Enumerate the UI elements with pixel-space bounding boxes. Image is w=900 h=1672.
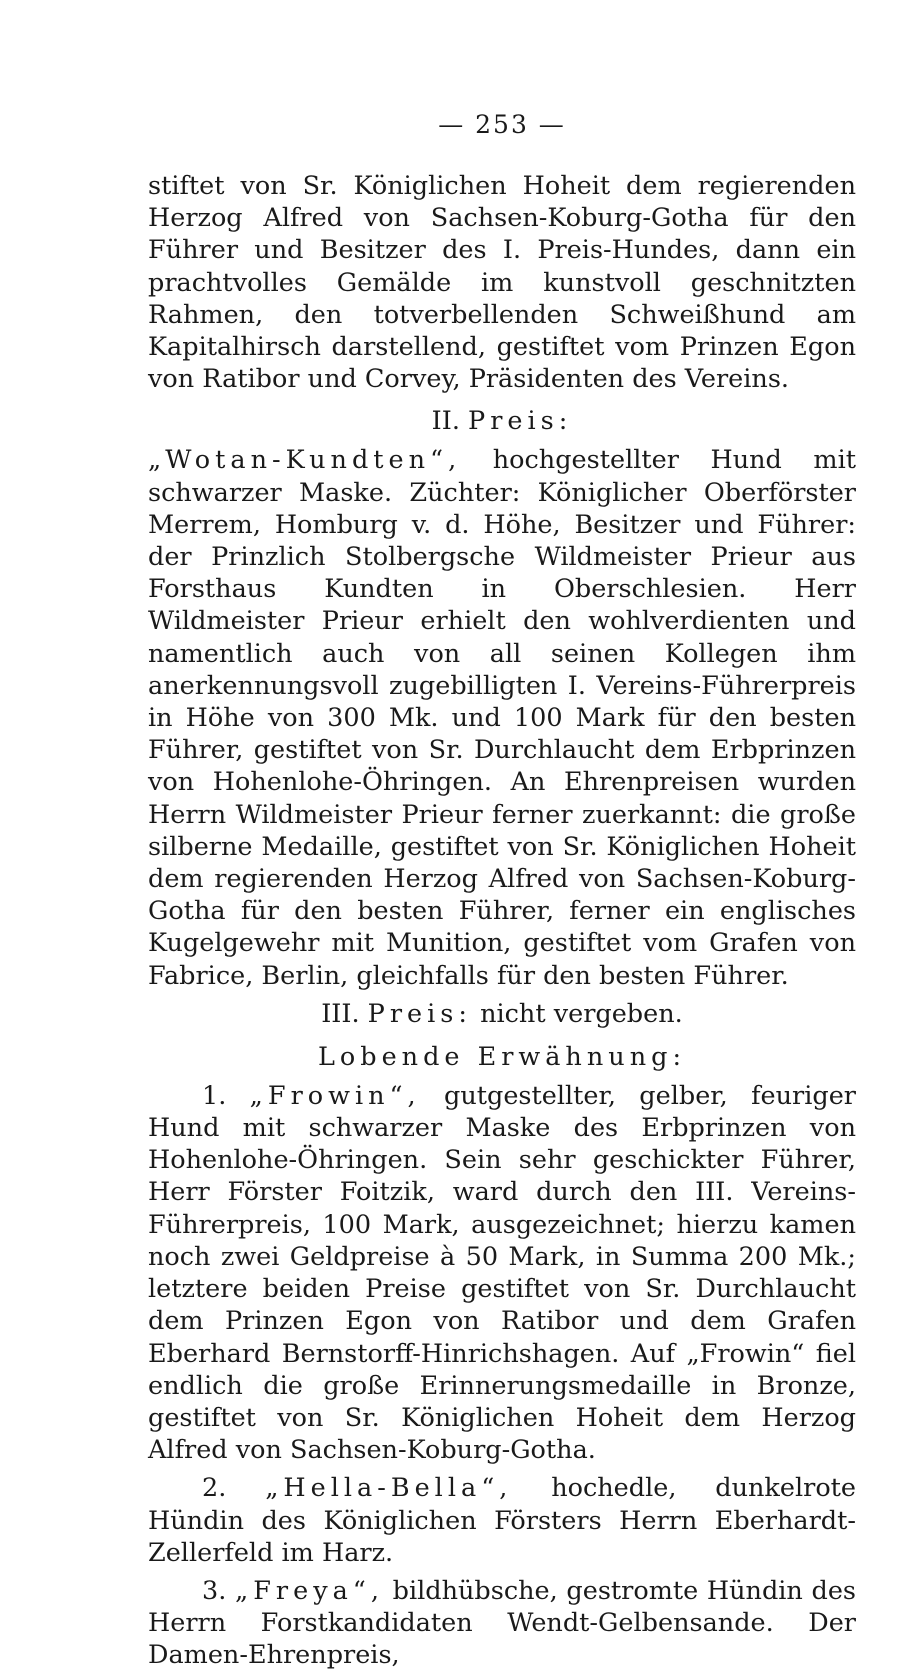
list-item-hella-bella [148,1472,856,1569]
heading-roman: III. [321,998,360,1029]
dog-name: „Freya“, [235,1575,384,1606]
paragraph-wotan-kundten [148,444,856,991]
heading-rest: nicht vergeben. [480,998,683,1029]
list-item-freya [148,1575,856,1672]
dog-name: „Hella-Bella“, [265,1473,513,1504]
heading-label: Preis: [367,998,472,1029]
dog-name: „Wotan-Kundten“, [148,445,462,476]
paragraph-text: stiftet von Sr. Königlichen Hoheit dem regierenden Herzog Alfred von Sachsen-Koburg-Gotha für den Führer und Besitzer des I. Preis-Hundes, dann ein prachtvolles Gemälde im kunstvoll geschnitzten Rahmen, den totverbellenden Schweißhund am Kapitalhirsch darstellend, gestiftet vom Prinzen Egon von Ratibor und Corvey, Präsidenten des Vereins. [148,171,856,395]
paragraph-text: bildhübsche, gestromte Hündin des Herrn Forstkandidaten Wendt-Gelbensande. Der Damen-Ehrenpreis, [148,1575,857,1671]
dog-name: „Frowin“, [249,1080,421,1111]
list-item-frowin [148,1080,856,1466]
heading-roman: II. [431,406,460,437]
item-number: 1. [202,1080,227,1111]
item-number: 3. [202,1575,227,1606]
heading-honorable-mention [148,1041,856,1074]
heading-label: Preis: [468,406,573,437]
page-body [148,170,856,1672]
heading-prize-three [148,998,856,1031]
page-number: — 253 — [438,110,566,139]
heading-prize-two [148,405,856,438]
book-page [148,108,856,1672]
paragraph-text: hochedle, dunkelrote Hündin des Königlichen Försters Herrn Eberhardt-Zellerfeld im Harz. [148,1473,857,1568]
item-number: 2. [202,1473,227,1504]
heading-label: Lobende Erwähnung: [317,1041,687,1072]
paragraph-prize-one-continuation [148,170,856,395]
paragraph-text: hochgestellter Hund mit schwarzer Maske. Züchter: Königlicher Oberförster Merrem, Homburg v. d. Höhe, Besitzer und Führer: der Prinzlich Stolbergsche Wildmeister Prieur aus Forsthaus Kundten in Oberschlesien. Herr Wildmeister Prieur erhielt den wohlverdienten und namentlich auch von all seinen Kollegen ihm anerkennungsvoll zugebilligten I. Vereins-Führerpreis in Höhe von 300 Mk. und 100 Mark für den besten Führer, gestiftet von Sr. Durchlaucht dem Erbprinzen von Hohenlohe-Öhringen. An Ehrenpreisen wurden Herrn Wildmeister Prieur ferner zuerkannt: die große silberne Medaille, gestiftet von Sr. Königlichen Hoheit dem regierenden Herzog Alfred von Sachsen-Koburg-Gotha für den besten Führer, ferner ein englisches Kugelgewehr mit Munition, gestiftet vom Grafen von Fabrice, Berlin, gleichfalls für den besten Führer. [148,445,857,991]
paragraph-text: gutgestellter, gelber, feuriger Hund mit schwarzer Maske des Erbprinzen von Hohenlohe-Öhringen. Sein sehr geschickter Führer, Herr Förster Foitzik, ward durch den III. Vereins-Führerpreis, 100 Mark, ausgezeichnet; hierzu kamen noch zwei Geldpreise à 50 Mark, in Summa 200 Mk.; letztere beiden Preise gestiftet von Sr. Durchlaucht dem Prinzen Egon von Ratibor und dem Grafen Eberhard Bernstorff-Hinrichshagen. Auf „Frowin“ fiel endlich die große Erinnerungsmedaille in Bronze, gestiftet von Sr. Königlichen Hoheit dem Herzog Alfred von Sachsen-Koburg-Gotha. [148,1080,856,1466]
